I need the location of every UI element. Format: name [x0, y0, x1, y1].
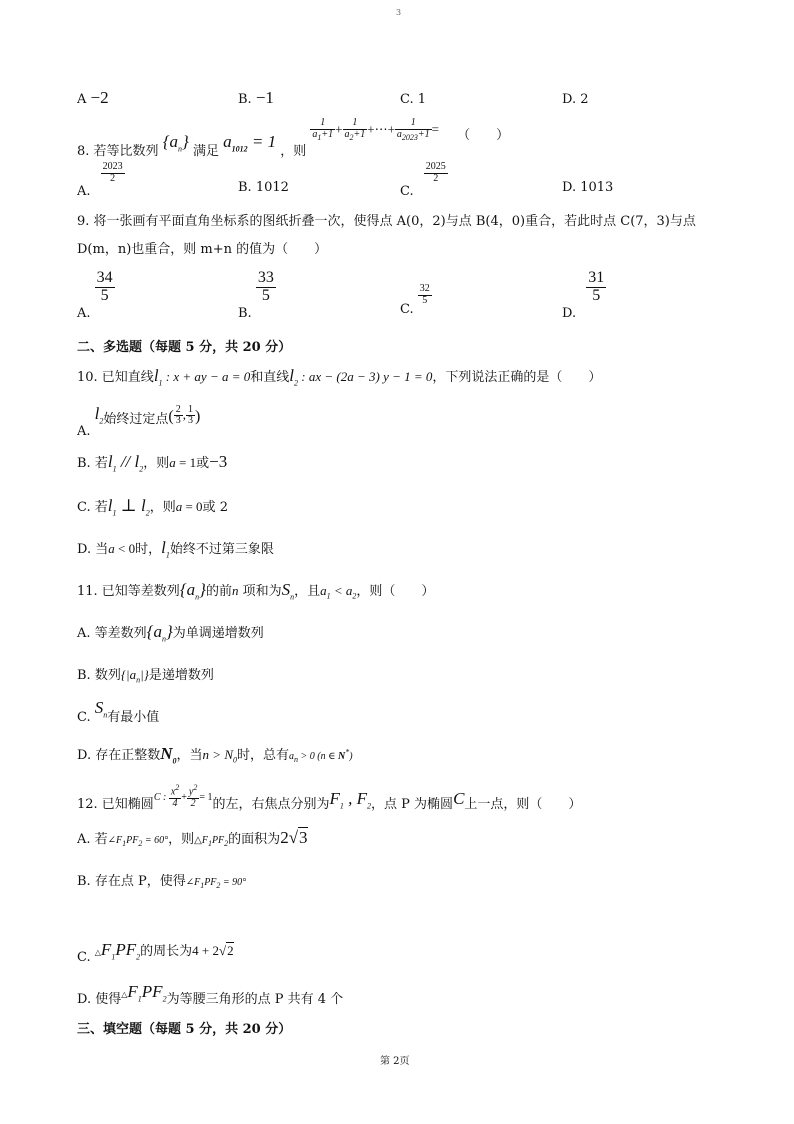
- section-2-heading: 二、多选题（每题 5 分，共 20 分）: [77, 340, 292, 355]
- q8-option-d: D. 1013: [562, 180, 614, 195]
- question-9-line-2: D(m，n)也重合，则 m+n 的值为（ ）: [77, 242, 328, 257]
- q11-option-a: A. 等差数列$\{a_n\}$为单调递增数列: [77, 622, 264, 644]
- q9-option-a: A. $\frac{34}{5}$: [77, 269, 113, 321]
- q12-option-b: B. 存在点 P，使得$\angle F_1PF_2 = 90^\circ$: [77, 874, 247, 890]
- q9-option-c: C. $\frac{32}{5}$: [400, 283, 430, 317]
- q7-option-d: D. 2: [562, 92, 589, 107]
- q8-option-c: C. $\frac{2025}{2}$: [400, 161, 446, 199]
- q10-option-c: C. 若$l_1$ ⊥ $l_2$，则a = 0或 2: [77, 496, 228, 518]
- question-12: 12. 已知椭圆C : $\frac{x^2}{4}$ + $\frac{y^2}{2}$ = 1的左，右焦点分别为$F_1$ , $F_2$，点 P 为椭圆C上一点，则（ ）: [77, 783, 582, 813]
- q7-option-b: B. −1: [238, 88, 274, 107]
- q7-option-c: C. 1: [400, 92, 427, 107]
- section-3-heading: 三、填空题（每题 5 分，共 20 分）: [77, 1022, 292, 1037]
- q12-option-a: A. 若$\angle F_1PF_2 = 60^\circ$，则$\triangle F_1PF_2$的面积为2√3: [77, 828, 308, 848]
- question-10: 10. 已知直线$l_1$ : x + ay − a = 0和直线$l_2$ : ax − (2a − 3) y − 1 = 0，下列说法正确的是（ ）: [77, 366, 602, 388]
- q8-option-b: B. 1012: [238, 180, 289, 195]
- q8-option-a: A. $\frac{2023}{2}$: [77, 161, 123, 199]
- question-9-line-1: 9. 将一张画有平面直角坐标系的图纸折叠一次，使得点 A(0，2)与点 B(4，0)重合，若此时点 C(7，3)与点: [77, 214, 696, 229]
- q9-option-d: D. $\frac{31}{5}$: [562, 269, 605, 321]
- q7-option-a: A −2: [77, 88, 109, 107]
- header-mark: 3: [396, 8, 402, 17]
- q9-option-b: B. $\frac{33}{5}$: [238, 269, 274, 321]
- page-number: 第 2页: [380, 1056, 410, 1067]
- q12-option-c: C. $\triangle F_1PF_2$的周长为4 + 2√2: [77, 940, 234, 965]
- q10-option-a: A. $l_2$始终过定点( $\frac{2}{3}$ , $\frac{1}{3}$ ): [77, 403, 201, 439]
- q11-option-c: C. $S_n$有最小值: [77, 698, 160, 725]
- q11-option-b: B. 数列$\{|a_n|\}$是递增数列: [77, 667, 214, 685]
- question-8: 8. 若等比数列 $\{a_n\}$ 满足 $a_{1012} = 1$ ，则 $\frac{1}{a_1+1}$ + $\frac{1}{a_2+1}$ +⋯+ $\frac{1}{a_{2023}+1}$ = （ ）: [77, 117, 510, 160]
- q11-option-d: D. 存在正整数$N_0$，当$n > N_0$时，总有$a_n > 0$ (n ∈ N*): [77, 744, 353, 766]
- q12-option-d: D. 使得$\triangle F_1PF_2$为等腰三角形的点 P 共有 4 个: [77, 982, 344, 1007]
- q10-option-b: B. 若$l_1 // l_2$，则a = 1或−3: [77, 452, 228, 474]
- question-11: 11. 已知等差数列$\{a_n\}$的前n 项和为$S_n$，且$a_1 < a_2$，则（ ）: [77, 580, 435, 602]
- q10-option-d: D. 当a < 0时，$l_1$始终不过第三象限: [77, 538, 274, 560]
